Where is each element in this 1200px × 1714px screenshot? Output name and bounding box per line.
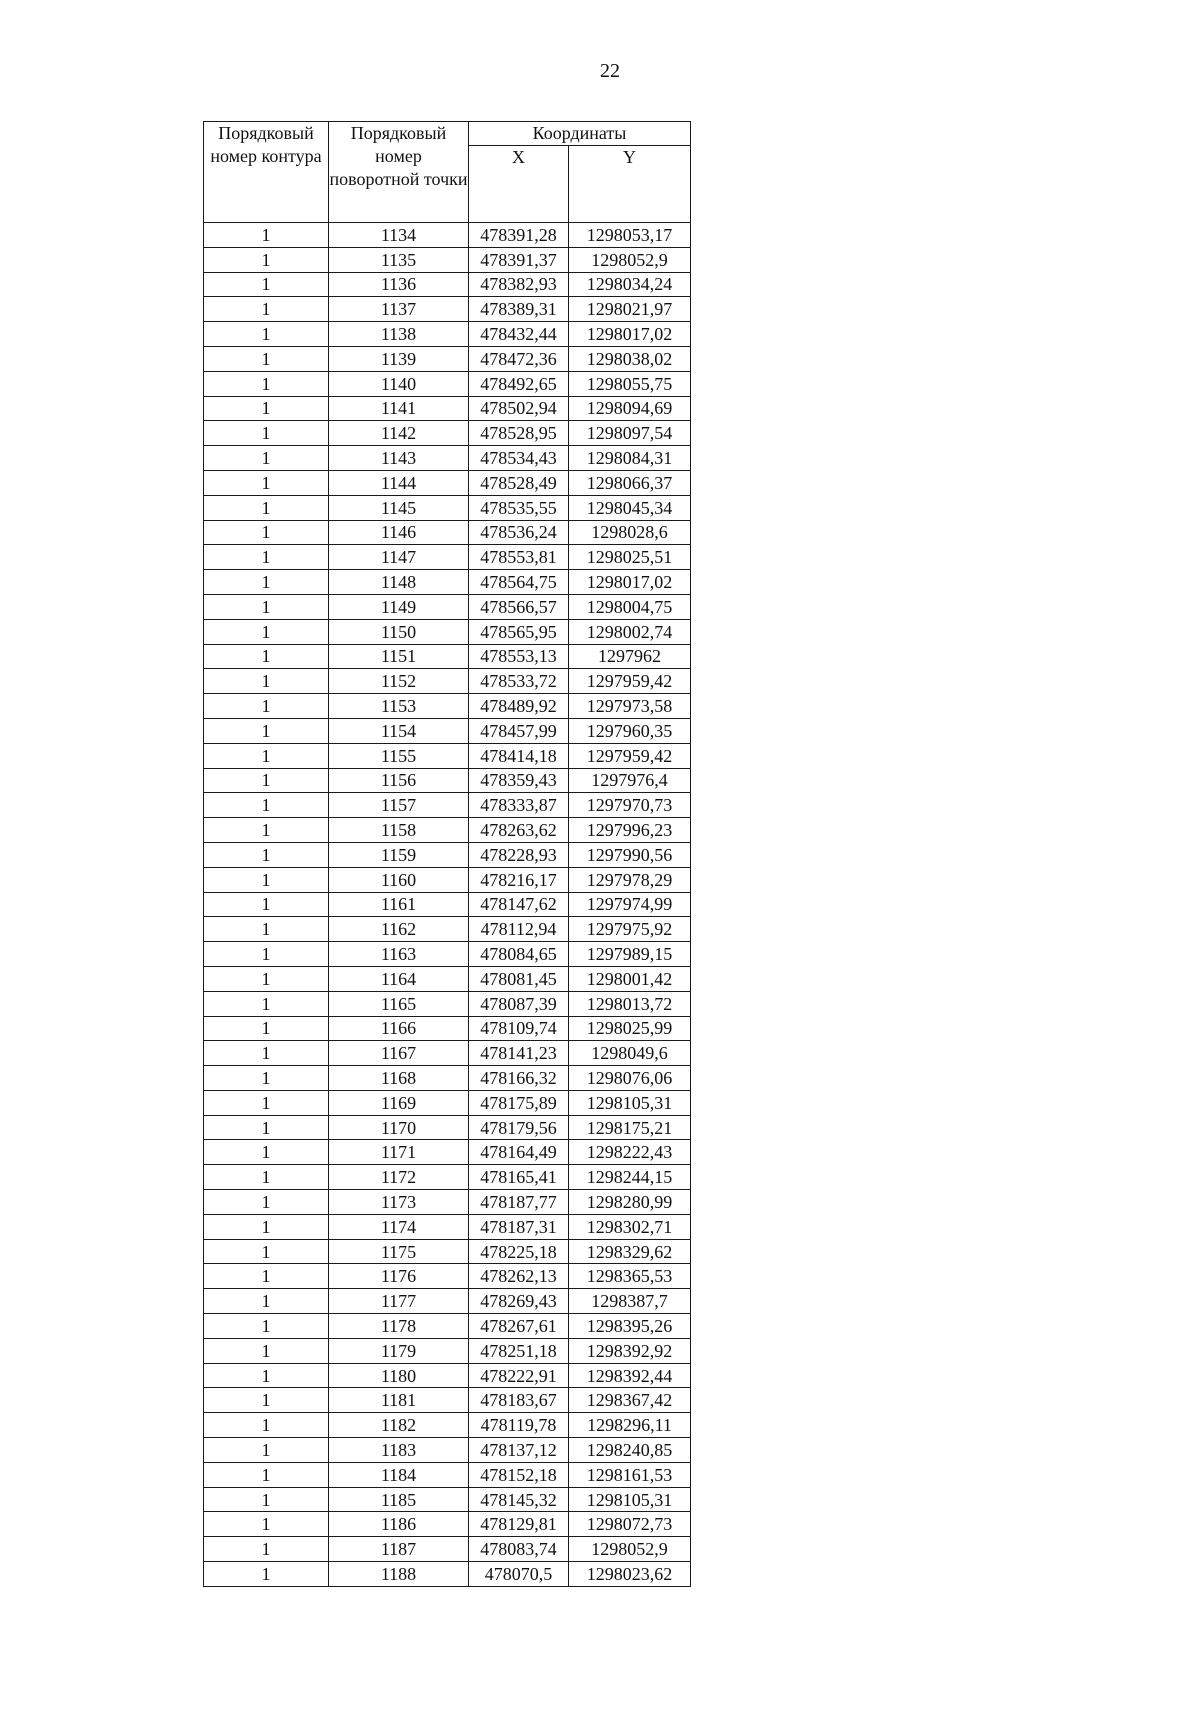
x-coordinate-cell: 478564,75 (469, 570, 569, 595)
y-coordinate-cell: 1298244,15 (569, 1165, 691, 1190)
point-number-cell: 1159 (329, 842, 469, 867)
point-number-cell: 1169 (329, 1090, 469, 1115)
y-coordinate-cell: 1298296,11 (569, 1413, 691, 1438)
y-coordinate-cell: 1298013,72 (569, 991, 691, 1016)
contour-number-cell: 1 (204, 421, 329, 446)
table-row (204, 694, 691, 719)
x-coordinate-cell: 478145,32 (469, 1487, 569, 1512)
x-coordinate-cell: 478502,94 (469, 396, 569, 421)
table-row (204, 867, 691, 892)
x-coordinate-cell: 478536,24 (469, 520, 569, 545)
table-row (204, 520, 691, 545)
y-coordinate-cell: 1298017,02 (569, 322, 691, 347)
x-coordinate-cell: 478228,93 (469, 842, 569, 867)
table-row (204, 545, 691, 570)
x-coordinate-cell: 478534,43 (469, 446, 569, 471)
x-coordinate-cell: 478262,13 (469, 1264, 569, 1289)
contour-number-cell: 1 (204, 694, 329, 719)
table-row (204, 1016, 691, 1041)
y-coordinate-cell: 1298025,99 (569, 1016, 691, 1041)
point-number-cell: 1174 (329, 1214, 469, 1239)
header-coordinates: Координаты (469, 122, 691, 146)
table-row (204, 1289, 691, 1314)
table-row (204, 1363, 691, 1388)
point-number-cell: 1173 (329, 1190, 469, 1215)
table-row (204, 942, 691, 967)
table-row (204, 371, 691, 396)
contour-number-cell: 1 (204, 247, 329, 272)
contour-number-cell: 1 (204, 669, 329, 694)
table-row (204, 1512, 691, 1537)
point-number-cell: 1158 (329, 818, 469, 843)
point-number-cell: 1163 (329, 942, 469, 967)
x-coordinate-cell: 478187,31 (469, 1214, 569, 1239)
point-number-cell: 1167 (329, 1041, 469, 1066)
x-coordinate-cell: 478432,44 (469, 322, 569, 347)
contour-number-cell: 1 (204, 594, 329, 619)
point-number-cell: 1188 (329, 1562, 469, 1587)
y-coordinate-cell: 1297974,99 (569, 892, 691, 917)
y-coordinate-cell: 1297960,35 (569, 718, 691, 743)
contour-number-cell: 1 (204, 1363, 329, 1388)
y-coordinate-cell: 1297996,23 (569, 818, 691, 843)
table-row (204, 917, 691, 942)
contour-number-cell: 1 (204, 1041, 329, 1066)
table-row (204, 1090, 691, 1115)
contour-number-cell: 1 (204, 570, 329, 595)
y-coordinate-cell: 1298001,42 (569, 966, 691, 991)
point-number-cell: 1135 (329, 247, 469, 272)
x-coordinate-cell: 478535,55 (469, 495, 569, 520)
contour-number-cell: 1 (204, 1264, 329, 1289)
table-row (204, 669, 691, 694)
x-coordinate-cell: 478222,91 (469, 1363, 569, 1388)
y-coordinate-cell: 1297990,56 (569, 842, 691, 867)
table-row (204, 743, 691, 768)
contour-number-cell: 1 (204, 1140, 329, 1165)
x-coordinate-cell: 478389,31 (469, 297, 569, 322)
x-coordinate-cell: 478414,18 (469, 743, 569, 768)
x-coordinate-cell: 478528,95 (469, 421, 569, 446)
point-number-cell: 1187 (329, 1537, 469, 1562)
table-row (204, 1214, 691, 1239)
contour-number-cell: 1 (204, 545, 329, 570)
point-number-cell: 1149 (329, 594, 469, 619)
contour-number-cell: 1 (204, 1115, 329, 1140)
y-coordinate-cell: 1298076,06 (569, 1066, 691, 1091)
point-number-cell: 1136 (329, 272, 469, 297)
x-coordinate-cell: 478566,57 (469, 594, 569, 619)
x-coordinate-cell: 478565,95 (469, 619, 569, 644)
x-coordinate-cell: 478553,13 (469, 644, 569, 669)
table-row (204, 1413, 691, 1438)
y-coordinate-cell: 1297978,29 (569, 867, 691, 892)
y-coordinate-cell: 1298066,37 (569, 470, 691, 495)
y-coordinate-cell: 1298105,31 (569, 1487, 691, 1512)
table-row (204, 1165, 691, 1190)
x-coordinate-cell: 478187,77 (469, 1190, 569, 1215)
table-row (204, 346, 691, 371)
contour-number-cell: 1 (204, 346, 329, 371)
table-row (204, 1190, 691, 1215)
point-number-cell: 1171 (329, 1140, 469, 1165)
table-row (204, 619, 691, 644)
x-coordinate-cell: 478533,72 (469, 669, 569, 694)
point-number-cell: 1154 (329, 718, 469, 743)
contour-number-cell: 1 (204, 892, 329, 917)
contour-number-cell: 1 (204, 520, 329, 545)
contour-number-cell: 1 (204, 867, 329, 892)
contour-number-cell: 1 (204, 966, 329, 991)
contour-number-cell: 1 (204, 718, 329, 743)
x-coordinate-cell: 478359,43 (469, 768, 569, 793)
x-coordinate-cell: 478489,92 (469, 694, 569, 719)
y-coordinate-cell: 1298025,51 (569, 545, 691, 570)
x-coordinate-cell: 478225,18 (469, 1239, 569, 1264)
y-coordinate-cell: 1298084,31 (569, 446, 691, 471)
point-number-cell: 1182 (329, 1413, 469, 1438)
table-row (204, 818, 691, 843)
x-coordinate-cell: 478070,5 (469, 1562, 569, 1587)
contour-number-cell: 1 (204, 1487, 329, 1512)
table-row (204, 421, 691, 446)
contour-number-cell: 1 (204, 1016, 329, 1041)
contour-number-cell: 1 (204, 1090, 329, 1115)
contour-number-cell: 1 (204, 1165, 329, 1190)
table-row (204, 768, 691, 793)
point-number-cell: 1138 (329, 322, 469, 347)
y-coordinate-cell: 1298329,62 (569, 1239, 691, 1264)
point-number-cell: 1165 (329, 991, 469, 1016)
x-coordinate-cell: 478183,67 (469, 1388, 569, 1413)
contour-number-cell: 1 (204, 917, 329, 942)
coordinates-table (203, 121, 691, 1587)
table-row (204, 1462, 691, 1487)
point-number-cell: 1156 (329, 768, 469, 793)
point-number-cell: 1155 (329, 743, 469, 768)
x-coordinate-cell: 478152,18 (469, 1462, 569, 1487)
y-coordinate-cell: 1298072,73 (569, 1512, 691, 1537)
table-row (204, 297, 691, 322)
y-coordinate-cell: 1298302,71 (569, 1214, 691, 1239)
point-number-cell: 1146 (329, 520, 469, 545)
header-x: X (469, 146, 569, 223)
point-number-cell: 1134 (329, 223, 469, 248)
contour-number-cell: 1 (204, 793, 329, 818)
point-number-cell: 1172 (329, 1165, 469, 1190)
x-coordinate-cell: 478263,62 (469, 818, 569, 843)
point-number-cell: 1140 (329, 371, 469, 396)
table-row (204, 966, 691, 991)
x-coordinate-cell: 478141,23 (469, 1041, 569, 1066)
x-coordinate-cell: 478112,94 (469, 917, 569, 942)
contour-number-cell: 1 (204, 1314, 329, 1339)
point-number-cell: 1168 (329, 1066, 469, 1091)
table-row (204, 892, 691, 917)
point-number-cell: 1166 (329, 1016, 469, 1041)
y-coordinate-cell: 1297973,58 (569, 694, 691, 719)
x-coordinate-cell: 478081,45 (469, 966, 569, 991)
page-number: 22 (600, 60, 620, 82)
contour-number-cell: 1 (204, 1190, 329, 1215)
x-coordinate-cell: 478472,36 (469, 346, 569, 371)
contour-number-cell: 1 (204, 446, 329, 471)
y-coordinate-cell: 1298004,75 (569, 594, 691, 619)
x-coordinate-cell: 478166,32 (469, 1066, 569, 1091)
x-coordinate-cell: 478175,89 (469, 1090, 569, 1115)
point-number-cell: 1141 (329, 396, 469, 421)
contour-number-cell: 1 (204, 1413, 329, 1438)
contour-number-cell: 1 (204, 1537, 329, 1562)
x-coordinate-cell: 478251,18 (469, 1338, 569, 1363)
x-coordinate-cell: 478391,37 (469, 247, 569, 272)
x-coordinate-cell: 478528,49 (469, 470, 569, 495)
y-coordinate-cell: 1298222,43 (569, 1140, 691, 1165)
y-coordinate-cell: 1298395,26 (569, 1314, 691, 1339)
point-number-cell: 1170 (329, 1115, 469, 1140)
y-coordinate-cell: 1298034,24 (569, 272, 691, 297)
y-coordinate-cell: 1297975,92 (569, 917, 691, 942)
x-coordinate-cell: 478147,62 (469, 892, 569, 917)
x-coordinate-cell: 478382,93 (469, 272, 569, 297)
contour-number-cell: 1 (204, 1462, 329, 1487)
y-coordinate-cell: 1298387,7 (569, 1289, 691, 1314)
contour-number-cell: 1 (204, 1066, 329, 1091)
table-body (204, 223, 691, 1587)
contour-number-cell: 1 (204, 1239, 329, 1264)
y-coordinate-cell: 1298023,62 (569, 1562, 691, 1587)
contour-number-cell: 1 (204, 223, 329, 248)
table-row (204, 718, 691, 743)
y-coordinate-cell: 1298365,53 (569, 1264, 691, 1289)
point-number-cell: 1160 (329, 867, 469, 892)
y-coordinate-cell: 1298055,75 (569, 371, 691, 396)
x-coordinate-cell: 478269,43 (469, 1289, 569, 1314)
y-coordinate-cell: 1298052,9 (569, 1537, 691, 1562)
contour-number-cell: 1 (204, 644, 329, 669)
table-row (204, 495, 691, 520)
table-row (204, 1066, 691, 1091)
table-header (204, 122, 691, 223)
y-coordinate-cell: 1298017,02 (569, 570, 691, 595)
y-coordinate-cell: 1298038,02 (569, 346, 691, 371)
table-row (204, 793, 691, 818)
y-coordinate-cell: 1297989,15 (569, 942, 691, 967)
contour-number-cell: 1 (204, 942, 329, 967)
point-number-cell: 1161 (329, 892, 469, 917)
contour-number-cell: 1 (204, 991, 329, 1016)
x-coordinate-cell: 478087,39 (469, 991, 569, 1016)
y-coordinate-cell: 1298175,21 (569, 1115, 691, 1140)
y-coordinate-cell: 1298021,97 (569, 297, 691, 322)
contour-number-cell: 1 (204, 818, 329, 843)
y-coordinate-cell: 1298367,42 (569, 1388, 691, 1413)
y-coordinate-cell: 1297962 (569, 644, 691, 669)
table-row (204, 1537, 691, 1562)
table-row (204, 644, 691, 669)
y-coordinate-cell: 1298240,85 (569, 1438, 691, 1463)
table-row (204, 247, 691, 272)
contour-number-cell: 1 (204, 297, 329, 322)
point-number-cell: 1142 (329, 421, 469, 446)
contour-number-cell: 1 (204, 1338, 329, 1363)
x-coordinate-cell: 478109,74 (469, 1016, 569, 1041)
contour-number-cell: 1 (204, 495, 329, 520)
point-number-cell: 1175 (329, 1239, 469, 1264)
point-number-cell: 1184 (329, 1462, 469, 1487)
y-coordinate-cell: 1298392,44 (569, 1363, 691, 1388)
y-coordinate-cell: 1298002,74 (569, 619, 691, 644)
table-row (204, 1438, 691, 1463)
table-row (204, 1338, 691, 1363)
x-coordinate-cell: 478179,56 (469, 1115, 569, 1140)
y-coordinate-cell: 1298094,69 (569, 396, 691, 421)
table-row (204, 446, 691, 471)
x-coordinate-cell: 478216,17 (469, 867, 569, 892)
x-coordinate-cell: 478165,41 (469, 1165, 569, 1190)
table-row (204, 1041, 691, 1066)
x-coordinate-cell: 478119,78 (469, 1413, 569, 1438)
y-coordinate-cell: 1298045,34 (569, 495, 691, 520)
point-number-cell: 1150 (329, 619, 469, 644)
point-number-cell: 1157 (329, 793, 469, 818)
table-row (204, 1239, 691, 1264)
x-coordinate-cell: 478267,61 (469, 1314, 569, 1339)
point-number-cell: 1137 (329, 297, 469, 322)
table-row (204, 272, 691, 297)
table-row (204, 1487, 691, 1512)
point-number-cell: 1179 (329, 1338, 469, 1363)
point-number-cell: 1152 (329, 669, 469, 694)
y-coordinate-cell: 1298052,9 (569, 247, 691, 272)
y-coordinate-cell: 1298053,17 (569, 223, 691, 248)
table-row (204, 991, 691, 1016)
x-coordinate-cell: 478083,74 (469, 1537, 569, 1562)
y-coordinate-cell: 1298392,92 (569, 1338, 691, 1363)
table-row (204, 470, 691, 495)
table-row (204, 570, 691, 595)
contour-number-cell: 1 (204, 842, 329, 867)
contour-number-cell: 1 (204, 371, 329, 396)
y-coordinate-cell: 1298105,31 (569, 1090, 691, 1115)
x-coordinate-cell: 478553,81 (469, 545, 569, 570)
y-coordinate-cell: 1297959,42 (569, 743, 691, 768)
table-row (204, 1140, 691, 1165)
table-row (204, 1388, 691, 1413)
y-coordinate-cell: 1298049,6 (569, 1041, 691, 1066)
y-coordinate-cell: 1298028,6 (569, 520, 691, 545)
point-number-cell: 1181 (329, 1388, 469, 1413)
point-number-cell: 1162 (329, 917, 469, 942)
contour-number-cell: 1 (204, 322, 329, 347)
contour-number-cell: 1 (204, 1562, 329, 1587)
contour-number-cell: 1 (204, 1388, 329, 1413)
table-row (204, 1562, 691, 1587)
point-number-cell: 1177 (329, 1289, 469, 1314)
table-row (204, 1115, 691, 1140)
header-y: Y (569, 146, 691, 223)
contour-number-cell: 1 (204, 272, 329, 297)
header-point-number: Порядковый номер поворотной точки (329, 122, 469, 223)
point-number-cell: 1178 (329, 1314, 469, 1339)
x-coordinate-cell: 478492,65 (469, 371, 569, 396)
point-number-cell: 1143 (329, 446, 469, 471)
point-number-cell: 1164 (329, 966, 469, 991)
x-coordinate-cell: 478391,28 (469, 223, 569, 248)
contour-number-cell: 1 (204, 619, 329, 644)
point-number-cell: 1185 (329, 1487, 469, 1512)
y-coordinate-cell: 1298161,53 (569, 1462, 691, 1487)
table-row (204, 322, 691, 347)
y-coordinate-cell: 1297976,4 (569, 768, 691, 793)
y-coordinate-cell: 1298097,54 (569, 421, 691, 446)
x-coordinate-cell: 478137,12 (469, 1438, 569, 1463)
point-number-cell: 1147 (329, 545, 469, 570)
point-number-cell: 1180 (329, 1363, 469, 1388)
point-number-cell: 1153 (329, 694, 469, 719)
x-coordinate-cell: 478164,49 (469, 1140, 569, 1165)
point-number-cell: 1151 (329, 644, 469, 669)
contour-number-cell: 1 (204, 1214, 329, 1239)
table-row (204, 396, 691, 421)
point-number-cell: 1144 (329, 470, 469, 495)
point-number-cell: 1145 (329, 495, 469, 520)
table-row (204, 1264, 691, 1289)
point-number-cell: 1186 (329, 1512, 469, 1537)
table-row (204, 223, 691, 248)
contour-number-cell: 1 (204, 396, 329, 421)
table-row (204, 842, 691, 867)
x-coordinate-cell: 478333,87 (469, 793, 569, 818)
header-contour-number: Порядковый номер контура (204, 122, 329, 223)
point-number-cell: 1183 (329, 1438, 469, 1463)
y-coordinate-cell: 1297970,73 (569, 793, 691, 818)
contour-number-cell: 1 (204, 1512, 329, 1537)
contour-number-cell: 1 (204, 743, 329, 768)
contour-number-cell: 1 (204, 470, 329, 495)
contour-number-cell: 1 (204, 768, 329, 793)
table-row (204, 594, 691, 619)
contour-number-cell: 1 (204, 1438, 329, 1463)
table-row (204, 1314, 691, 1339)
point-number-cell: 1176 (329, 1264, 469, 1289)
y-coordinate-cell: 1297959,42 (569, 669, 691, 694)
x-coordinate-cell: 478457,99 (469, 718, 569, 743)
x-coordinate-cell: 478084,65 (469, 942, 569, 967)
x-coordinate-cell: 478129,81 (469, 1512, 569, 1537)
y-coordinate-cell: 1298280,99 (569, 1190, 691, 1215)
contour-number-cell: 1 (204, 1289, 329, 1314)
point-number-cell: 1139 (329, 346, 469, 371)
point-number-cell: 1148 (329, 570, 469, 595)
